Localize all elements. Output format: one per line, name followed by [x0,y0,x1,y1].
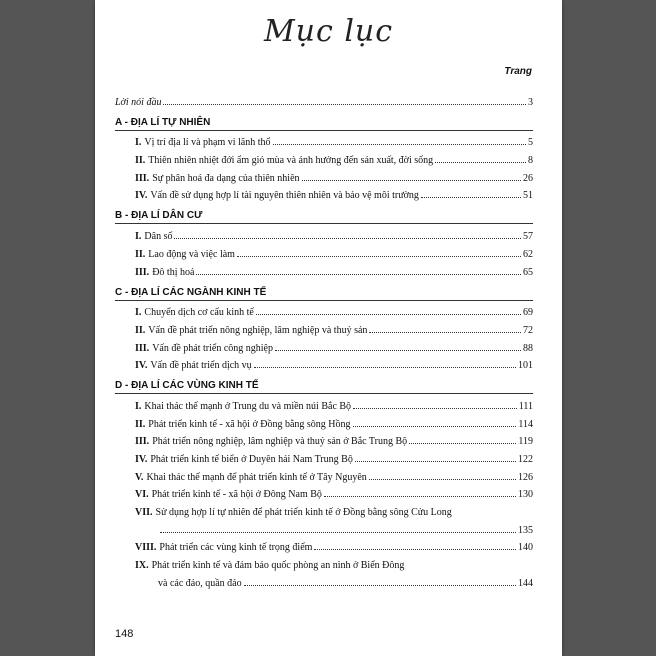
leader-dots [302,180,521,181]
toc-page: 88 [523,342,533,354]
leader-dots [160,532,516,533]
toc-page: 122 [518,454,533,465]
toc-item [115,394,533,412]
toc-num: III. [135,266,150,278]
leader-dots [409,443,516,444]
toc-title: Vấn đề phát triển công nghiệp [152,342,273,354]
toc-item [115,483,533,501]
toc-item [115,184,533,202]
toc-title: Dân số [144,231,173,243]
leader-dots [435,162,526,163]
toc-num: IX. [135,560,149,572]
toc-page: 140 [518,542,533,554]
toc-title: Phát triển các vùng kinh tế trọng điểm [159,542,313,554]
toc-item-continuation [115,571,533,589]
toc-num: II. [135,155,146,167]
toc-title: Lời nói đầu [115,96,162,108]
toc-num: I. [135,307,142,319]
toc-item-continuation [115,518,533,536]
toc-num: II. [135,324,146,336]
toc-item [115,131,533,149]
leader-dots [174,238,521,239]
toc-item [115,224,533,242]
leader-dots [324,496,516,497]
toc-num: III. [135,342,150,354]
leader-dots [196,274,521,275]
toc-num: IV. [135,190,148,202]
toc-num: IV. [135,454,148,465]
toc-title: Thiên nhiên nhiệt đới ẩm gió mùa và ảnh hưởng đến sản xuất, đời sống [148,155,434,167]
toc-num: III. [135,172,150,184]
toc-title: Khai thác thế mạnh để phát triển kinh tế ở Tây Nguyên [146,471,367,483]
toc-num: VI. [135,489,149,501]
leader-dots [254,367,516,368]
toc-foreword [115,90,533,108]
toc-item [115,553,533,571]
toc-num: II. [135,418,146,430]
leader-dots [273,144,527,145]
page-title: Mục lục [263,14,394,49]
toc-title: Sự phân hoá đa dạng của thiên nhiên [152,172,300,184]
toc-page: 65 [523,266,533,278]
toc-item [115,536,533,554]
toc-page: 111 [518,400,533,412]
page-number: 148 [115,628,134,640]
table-of-contents [115,90,533,589]
toc-title: Vấn đề phát triển dịch vụ [150,360,252,372]
toc-page: 130 [518,489,533,501]
toc-title-continuation: và các đảo, quần đảo [158,577,242,589]
toc-item [115,447,533,465]
toc-num: I. [135,231,142,243]
toc-item [115,260,533,278]
section-heading: A - ĐỊA LÍ TỰ NHIÊN [115,110,533,131]
toc-title: Chuyển dịch cơ cấu kinh tế [144,307,254,319]
toc-num: I. [135,400,142,412]
book-page [95,0,562,656]
leader-dots [353,408,517,409]
toc-page: 126 [518,471,533,483]
leader-dots [369,332,521,333]
toc-page: 72 [523,324,533,336]
leader-dots [256,314,521,315]
toc-item [115,430,533,448]
section-heading: C - ĐỊA LÍ CÁC NGÀNH KINH TẾ [115,280,533,301]
toc-num: VIII. [135,542,157,554]
toc-title: Vấn đề sử dụng hợp lí tài nguyên thiên nhiên và bảo vệ môi trường [150,190,419,202]
toc-num: I. [135,137,142,149]
toc-title: Phát triển kinh tế và đảm bảo quốc phòng an ninh ở Biển Đông [151,560,405,572]
toc-page: 57 [523,231,533,243]
toc-title: Đô thị hoá [152,266,195,278]
toc-num: III. [135,436,150,448]
toc-item [115,166,533,184]
toc-item [115,242,533,260]
toc-page: 3 [528,96,533,108]
leader-dots [369,479,516,480]
toc-item [115,412,533,430]
toc-page: 69 [523,307,533,319]
toc-page: 51 [523,190,533,202]
toc-title: Khai thác thế mạnh ở Trung du và miền núi Bắc Bộ [144,400,352,412]
toc-num: IV. [135,360,148,372]
leader-dots [314,549,516,550]
toc-page: 114 [518,418,533,430]
toc-page: 62 [523,248,533,260]
toc-num: V. [135,471,144,483]
toc-title: Phát triển kinh tế - xã hội ở Đồng bằng sông Hồng [148,418,351,430]
toc-page: 135 [518,524,533,536]
leader-dots [355,461,516,462]
toc-item [115,354,533,372]
toc-item [115,301,533,319]
toc-page: 26 [523,172,533,184]
leader-dots [244,585,516,586]
toc-title: Phát triển kinh tế biển ở Duyên hải Nam Trung Bộ [150,454,353,465]
toc-title: Lao động và việc làm [148,248,235,260]
leader-dots [275,350,521,351]
leader-dots [421,197,521,198]
toc-page: 144 [518,577,533,589]
toc-title: Phát triển nông nghiệp, lâm nghiệp và thuỷ sản ở Bắc Trung Bộ [152,436,408,448]
toc-title: Vấn đề phát triển nông nghiệp, lâm nghiệp và thuỷ sản [148,324,368,336]
toc-item [115,148,533,166]
toc-title: Vị trí địa lí và phạm vi lãnh thổ [144,137,271,149]
leader-dots [353,426,517,427]
toc-page: 5 [528,137,533,149]
toc-item [115,336,533,354]
toc-page: 8 [528,155,533,167]
leader-dots [237,256,521,257]
toc-title: Sử dụng hợp lí tự nhiên để phát triển kinh tế ở Đồng bằng sông Cửu Long [155,507,452,519]
toc-item [115,465,533,483]
toc-page: 101 [518,360,533,372]
toc-title: Phát triển kinh tế - xã hội ở Đông Nam Bộ [151,489,322,501]
toc-page: 119 [518,436,533,448]
toc-num: VII. [135,507,153,519]
toc-num: II. [135,248,146,260]
toc-item [115,500,533,518]
page-column-label: Trang [504,66,532,77]
toc-item [115,318,533,336]
section-heading: D - ĐỊA LÍ CÁC VÙNG KINH TẾ [115,373,533,394]
section-heading: B - ĐỊA LÍ DÂN CƯ [115,203,533,224]
leader-dots [163,104,526,105]
